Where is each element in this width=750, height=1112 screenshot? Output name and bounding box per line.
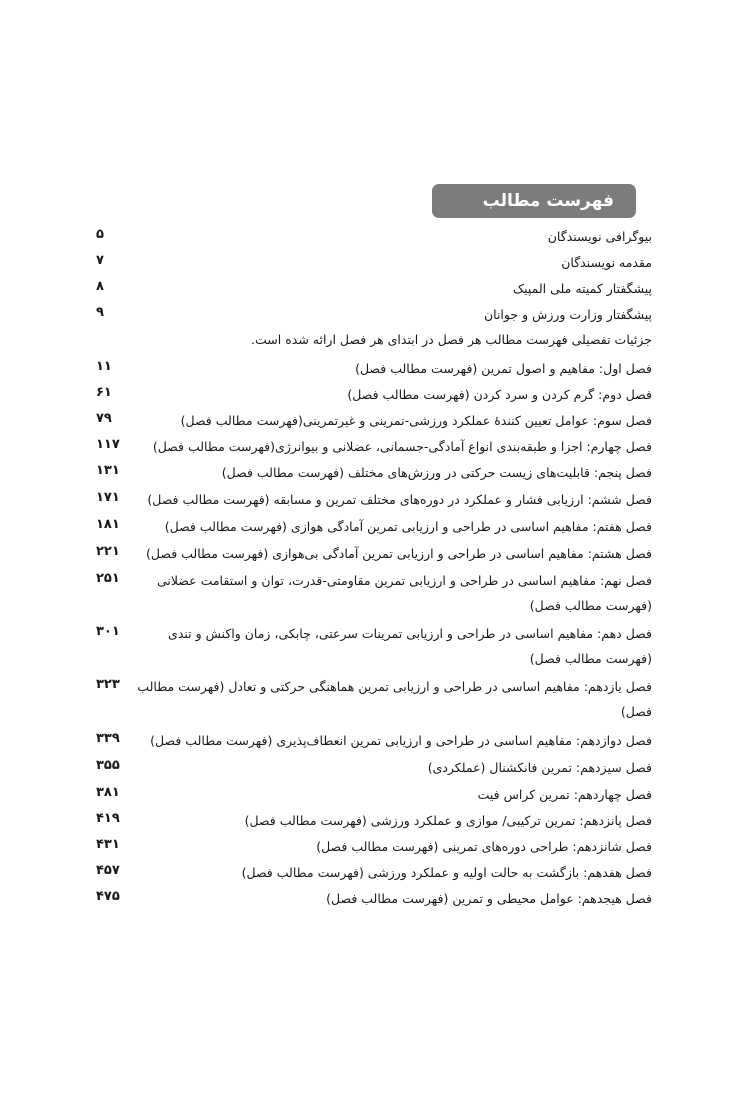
toc-entry-title: بیوگرافی نویسندگان — [547, 229, 652, 244]
toc-entry-page: ۱۷۱ — [96, 490, 120, 505]
toc-entry-page: ۳۳۹ — [96, 731, 120, 746]
toc-entry-page: ۳۲۳ — [96, 677, 120, 692]
toc-entry-page: ۲۵۱ — [96, 571, 120, 586]
toc-entry-title: فصل هفتم: مفاهیم اساسی در طراحی و ارزیابی تمرین آمادگی هوازی (فهرست مطالب فصل) — [164, 519, 652, 534]
toc-entry-page: ۷ — [96, 253, 104, 268]
toc-entry-title: فصل سوم: عوامل تعیین کنندهٔ عملکرد ورزشی-تمرینی و غیرتمرینی(فهرست مطالب فصل) — [180, 413, 652, 428]
toc-entry-title: فصل ششم: ارزیابی فشار و عملکرد در دوره‌های مختلف تمرین و مسابقه (فهرست مطالب فصل) — [147, 492, 652, 507]
toc-entry-title: فصل پنجم: قابلیت‌های زیست حرکتی در ورزش‌های مختلف (فهرست مطالب فصل) — [221, 465, 652, 480]
toc-entry-title: پیشگفتار کمیته ملی المپیک — [512, 281, 652, 296]
toc-note: جزئیات تفصیلی فهرست مطالب هر فصل در ابتدای هر فصل ارائه شده است. — [251, 332, 652, 347]
toc-entry-title: فصل دوازدهم: مفاهیم اساسی در طراحی و ارزیابی تمرین انعطاف‌پذیری (فهرست مطالب فصل) — [150, 733, 652, 748]
toc-entry-page: ۳۰۱ — [96, 624, 120, 639]
toc-entry-page: ۵ — [96, 227, 104, 242]
toc-heading: فهرست مطالب — [432, 184, 636, 218]
toc-entry-page: ۱۸۱ — [96, 517, 120, 532]
toc-entry-title: فصل دهم: مفاهیم اساسی در طراحی و ارزیابی تمرینات سرعتی، چابکی، زمان واکنش و تندی (فهرست مطالب فصل) — [168, 626, 652, 666]
toc-entry-page: ۴۵۷ — [96, 863, 120, 878]
toc-entry-title: فصل شانزدهم: طراحی دوره‌های تمرینی (فهرست مطالب فصل) — [316, 839, 652, 854]
toc-entry-page: ۶۱ — [96, 385, 112, 400]
toc-entry-title: فصل چهارم: اجزا و طبقه‌بندی انواع آمادگی-جسمانی، عضلانی و بیوانرژی(فهرست مطالب فصل) — [152, 439, 652, 454]
toc-entry-title: فصل چهاردهم: تمرین کراس فیت — [477, 787, 652, 802]
toc-entry-page: ۴۷۵ — [96, 889, 120, 904]
toc-entry-page: ۳۵۵ — [96, 758, 120, 773]
toc-entry-title: فصل پانزدهم: تمرین ترکیبی/ موازی و عملکرد ورزشی (فهرست مطالب فصل) — [244, 813, 652, 828]
toc-entry-title: فصل نهم: مفاهیم اساسی در طراحی و ارزیابی تمرین مقاومتی-قدرت، توان و استقامت عضلانی (فهرست مطالب فصل) — [156, 573, 652, 613]
toc-entry-page: ۴۱۹ — [96, 811, 120, 826]
toc-entry-page: ۱۱۷ — [96, 437, 120, 452]
toc-entry-title: فصل یازدهم: مفاهیم اساسی در طراحی و ارزیابی تمرین هماهنگی حرکتی و تعادل (فهرست مطالب فصل) — [137, 679, 652, 719]
toc-entry-title: فصل هفدهم: بازگشت به حالت اولیه و عملکرد ورزشی (فهرست مطالب فصل) — [241, 865, 652, 880]
toc-entry-page: ۲۲۱ — [96, 544, 120, 559]
toc-entry-title: فصل دوم: گرم کردن و سرد کردن (فهرست مطالب فصل) — [347, 387, 652, 402]
toc-entry-page: ۴۳۱ — [96, 837, 120, 852]
toc-entry-page: ۹ — [96, 305, 104, 320]
toc-entry-title: فصل سیزدهم: تمرین فانکشنال (عملکردی) — [427, 760, 652, 775]
toc-entry-page: ۷۹ — [96, 411, 112, 426]
toc-entry-page: ۱۳۱ — [96, 463, 120, 478]
toc-entry-title: مقدمه نویسندگان — [561, 255, 652, 270]
toc-entry-title: فصل هیجدهم: عوامل محیطی و تمرین (فهرست مطالب فصل) — [326, 891, 652, 906]
toc-entry-title: فصل اول: مفاهیم و اصول تمرین (فهرست مطالب فصل) — [355, 361, 652, 376]
toc-entry-title: پیشگفتار وزارت ورزش و جوانان — [483, 307, 652, 322]
toc-entry-page: ۱۱ — [96, 359, 112, 374]
toc-entry-page: ۸ — [96, 279, 104, 294]
toc-entry-page: ۳۸۱ — [96, 785, 120, 800]
toc-entry-title: فصل هشتم: مفاهیم اساسی در طراحی و ارزیابی تمرین آمادگی بی‌هوازی (فهرست مطالب فصل) — [146, 546, 652, 561]
